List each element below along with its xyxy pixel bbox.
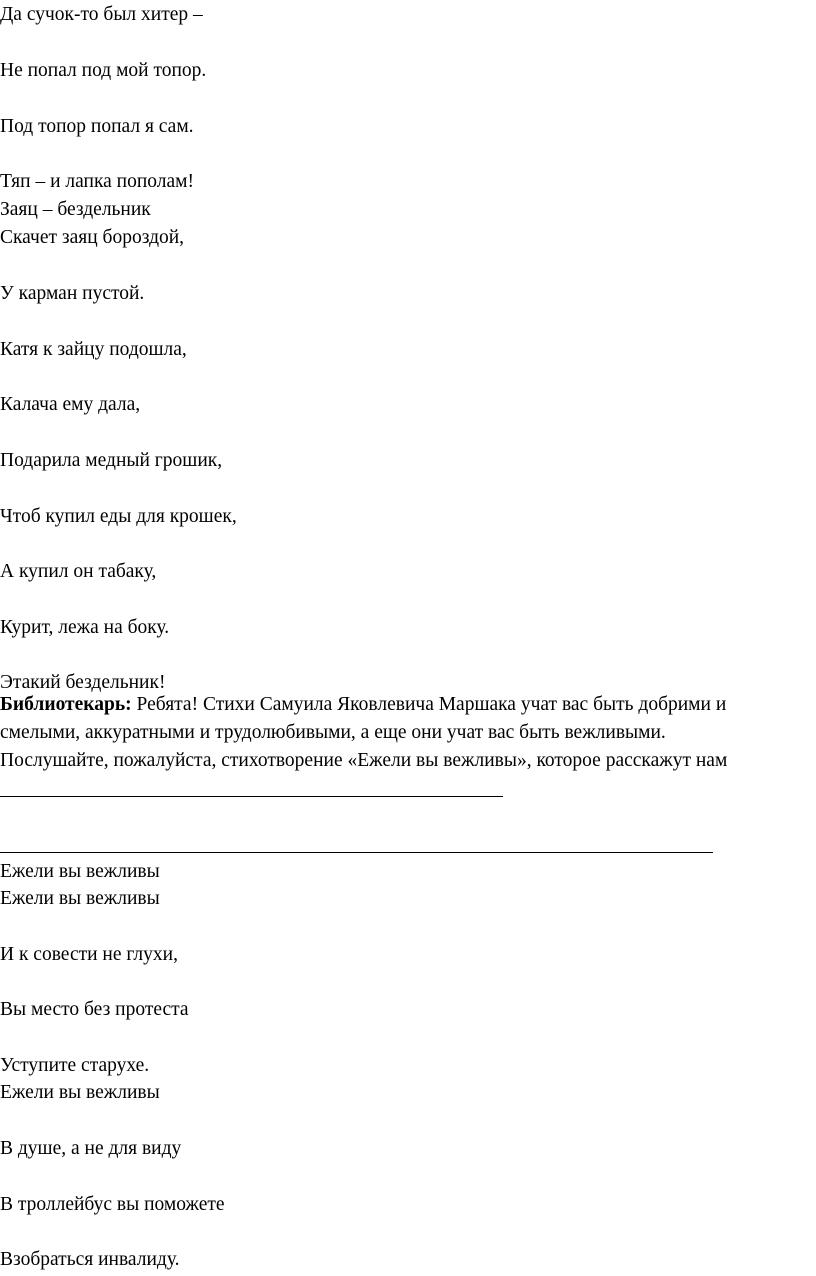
poem-line: Заяц – бездельник (0, 199, 151, 220)
poem-line: Катя к зайцу подошла, (0, 339, 187, 360)
poem-line: Курит, лежа на боку. (0, 617, 170, 638)
poem-line: Не попал под мой топор. (0, 60, 207, 81)
poem-line: Ежели вы вежливы (0, 888, 160, 909)
poem-line: Вы место без протеста (0, 999, 189, 1020)
librarian-line-1 (0, 691, 800, 719)
poem-line: Взобраться инвалиду. (0, 1249, 180, 1270)
librarian-line-3: Послушайте, пожалуйста, стихотворение «Ежели вы вежливы», которое расскажут нам (0, 750, 728, 771)
poem-line: Скачет заяц бороздой, (0, 227, 185, 248)
poem-line: Ежели вы вежливы (0, 861, 160, 882)
poem-line: Под топор попал я сам. (0, 116, 194, 137)
poem-line: Уступите старухе. (0, 1055, 150, 1076)
poem-line: Чтоб купил еды для крошек, (0, 506, 237, 527)
poem-line: Ежели вы вежливы (0, 1082, 160, 1103)
librarian-label: Библиотекарь: (0, 694, 132, 715)
poem-line: Этакий бездельник! (0, 672, 166, 693)
poem-line: В душе, а не для виду (0, 1138, 182, 1159)
poem-line: Да сучок-то был хитер – (0, 4, 203, 25)
blank-underline-2 (0, 852, 713, 853)
poem-line: В троллейбус вы поможете (0, 1194, 225, 1215)
poem-line: А купил он табаку, (0, 561, 157, 582)
poem-line: У карман пустой. (0, 283, 145, 304)
librarian-text: Ребята! Стихи Самуила Яковлевича Маршака учат вас быть добрими и (136, 694, 727, 715)
librarian-line-2: смелыми, аккуратными и трудолюбивыми, а еще они учат вас быть вежливыми. (0, 722, 666, 743)
poem-line: Подарила медный грошик, (0, 450, 223, 471)
poem-line: Тяп – и лапка пополам! (0, 171, 194, 192)
poem-line: Калача ему дала, (0, 394, 141, 415)
librarian-paragraph (0, 691, 800, 775)
blank-underline-1 (0, 796, 503, 797)
poem-line: И к совести не глухи, (0, 944, 178, 965)
